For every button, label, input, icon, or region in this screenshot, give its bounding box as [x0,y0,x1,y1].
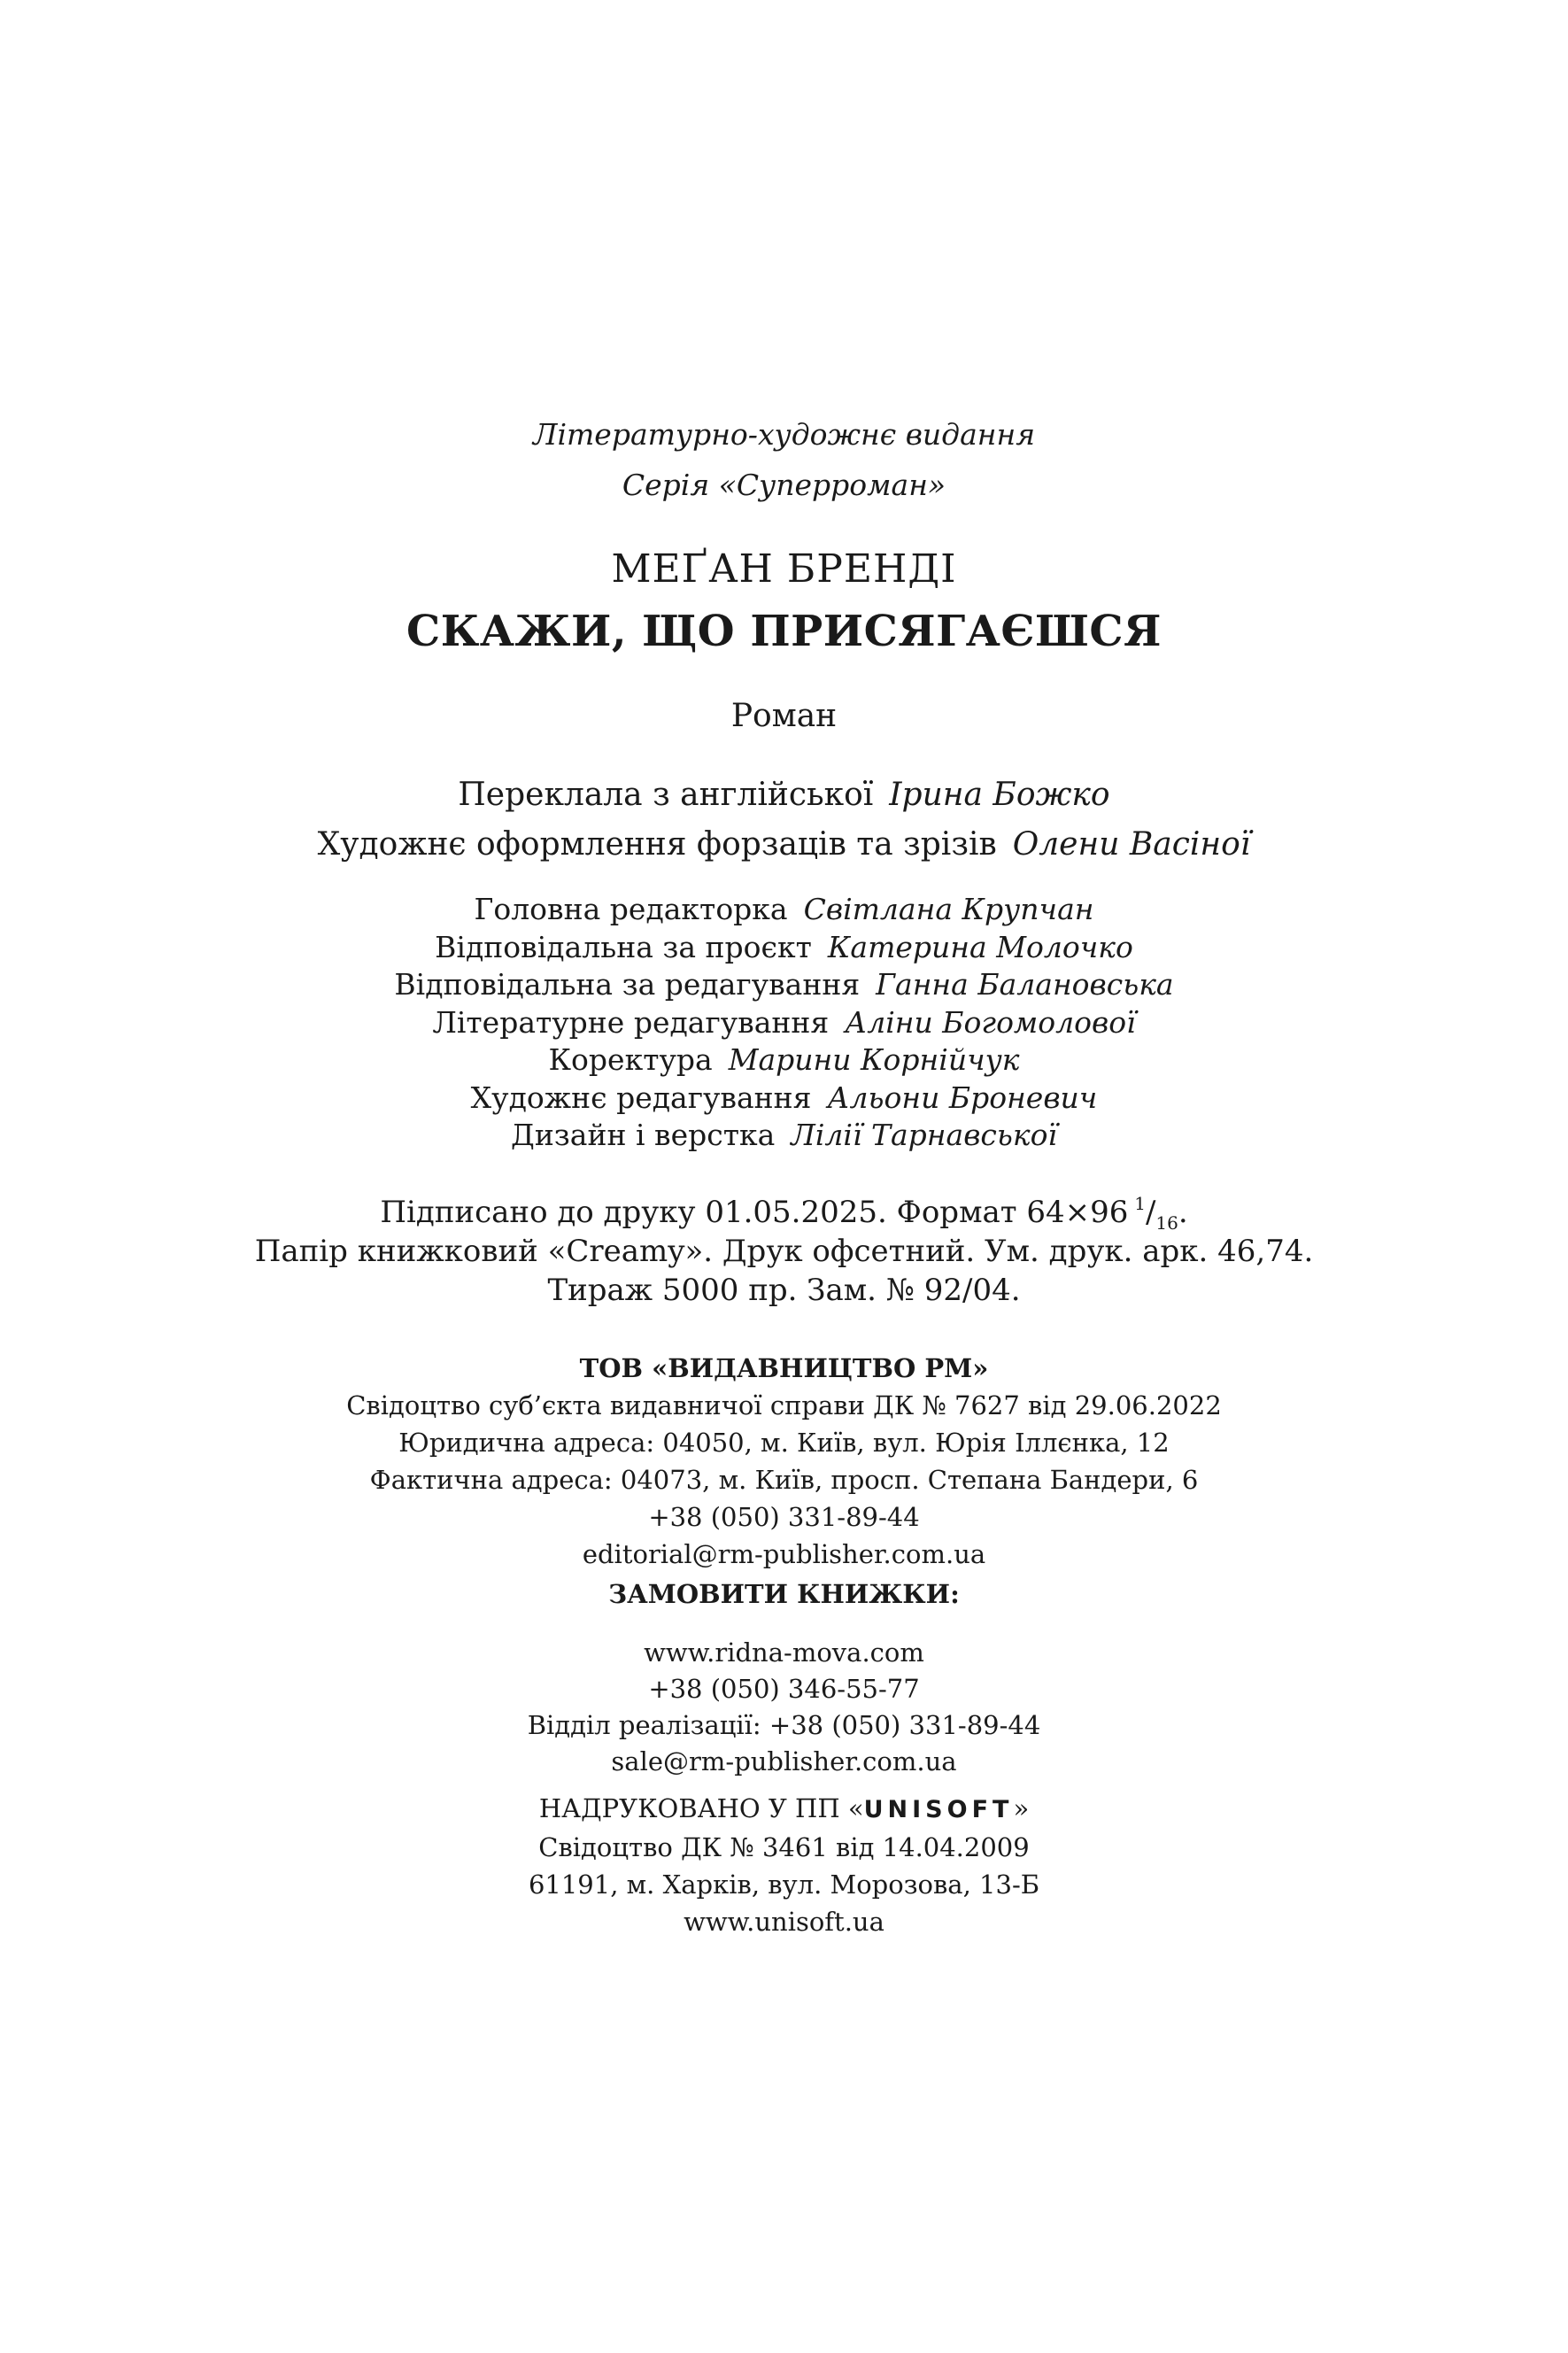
staff-role: Дизайн і верстка [510,1118,776,1152]
print-signed-format [0,1193,1568,1232]
series-block [0,409,1568,510]
printer-block [0,1790,1568,1940]
staff-line [0,1117,1568,1155]
format-numerator: 1 [1134,1193,1146,1214]
staff-line [0,1004,1568,1042]
printer-address: 61191, м. Харків, вул. Морозова, 13-Б [528,1869,1040,1900]
printer-line [0,1790,1568,1829]
printer-brand: UNISOFT [863,1796,1014,1823]
credits-block [0,770,1568,870]
publisher-name: ТОВ «ВИДАВНИЦТВО РМ» [579,1353,989,1383]
staff-role: Відповідальна за редагування [394,967,861,1002]
publisher-block [0,1350,1568,1573]
publisher-legal-address: Юридична адреса: 04050, м. Київ, вул. Юрія Іллєнка, 12 [398,1428,1170,1458]
staff-line [0,966,1568,1004]
staff-name: Аліни Богомолової [845,1004,1136,1040]
book-author: МЕҐАН БРЕНДІ [611,546,957,592]
order-heading-block [0,1575,1568,1613]
staff-name: Катерина Молочко [827,929,1133,964]
staff-name: Світлана Крупчан [803,892,1094,926]
order-block [0,1635,1568,1780]
staff-role: Художнє редагування [470,1080,812,1115]
staff-name: Ганна Балановська [876,967,1174,1002]
credit-name: Олени Васіної [1012,826,1251,863]
order-email: sale@rm-publisher.com.ua [611,1746,957,1776]
order-phone: +38 (050) 346-55-77 [648,1674,920,1704]
printer-prefix: НАДРУКОВАНО У ПП « [538,1793,864,1823]
staff-name: Марини Корнійчук [728,1042,1020,1077]
title-block [0,602,1568,661]
credit-role: Художнє оформлення форзаців та зрізів [317,826,997,863]
staff-role: Головна редакторка [474,892,788,926]
staff-line [0,929,1568,967]
order-heading: ЗАМОВИТИ КНИЖКИ: [608,1579,960,1609]
author-block [0,542,1568,597]
staff-role: Літературне редагування [432,1004,830,1040]
book-genre: Роман [730,698,838,734]
edition-type: Літературно-художнє видання [532,417,1036,452]
publisher-actual-address: Фактична адреса: 04073, м. Київ, просп. Степана Бандери, 6 [369,1465,1199,1495]
genre-block [0,693,1568,740]
staff-name: Лілії Тарнавської [791,1118,1057,1152]
series-name: Серія «Суперроман» [622,468,946,502]
order-website: www.ridna-mova.com [644,1637,924,1668]
publisher-email: editorial@rm-publisher.com.ua [582,1539,986,1569]
staff-line [0,1080,1568,1118]
format-denominator: 16 [1155,1212,1178,1234]
staff-name: Альони Броневич [827,1080,1098,1115]
publisher-phone: +38 (050) 331-89-44 [648,1502,920,1532]
staff-role: Коректура [548,1042,713,1077]
credit-line [0,820,1568,870]
staff-line [0,891,1568,929]
credit-line [0,770,1568,820]
print-paper-info: Папір книжковий «Creamy». Друк офсетний. Ум. друк. арк. 46,74. [254,1234,1314,1269]
credit-role: Переклала з англійської [458,777,874,813]
printer-suffix: » [1013,1793,1030,1823]
credit-name: Ірина Божко [889,777,1110,813]
staff-role: Відповідальна за проєкт [435,929,812,964]
print-line1-suffix: . [1178,1195,1188,1230]
book-title: СКАЖИ, ЩО ПРИСЯГАЄШСЯ [406,607,1162,656]
staff-block [0,891,1568,1155]
printer-website: www.unisoft.ua [684,1907,884,1937]
printer-certificate: Свідоцтво ДК № 3461 від 14.04.2009 [538,1832,1030,1862]
order-sales-dept: Відділ реалізації: +38 (050) 331-89-44 [527,1710,1041,1740]
publisher-certificate: Свідоцтво суб’єкта видавничої справи ДК № 7627 від 29.06.2022 [346,1390,1222,1420]
print-info-block [0,1193,1568,1310]
print-line1-prefix: Підписано до друку 01.05.2025. Формат 64×96 [380,1195,1129,1230]
print-run-info: Тираж 5000 пр. Зам. № 92/04. [547,1273,1021,1308]
staff-line [0,1041,1568,1080]
format-slash: / [1145,1195,1156,1230]
